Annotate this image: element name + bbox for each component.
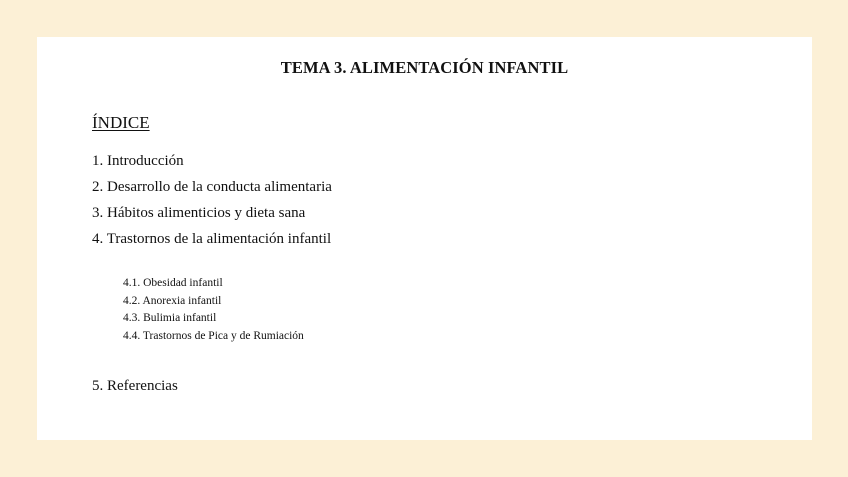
index-heading: ÍNDICE	[92, 113, 150, 132]
document-page	[37, 37, 812, 440]
index-item-referencias: 5. Referencias	[92, 378, 178, 394]
index-item-trastornos: 4. Trastornos de la alimentación infantil	[92, 231, 332, 247]
index-item-desarrollo: 2. Desarrollo de la conducta alimentaria	[92, 179, 332, 195]
index-subitem-pica-rumiacion: 4.4. Trastornos de Pica y de Rumiación	[123, 329, 304, 342]
index-item-habitos: 3. Hábitos alimenticios y dieta sana	[92, 205, 306, 221]
index-subitem-obesidad: 4.1. Obesidad infantil	[123, 277, 223, 289]
index-item-introduccion: 1. Introducción	[92, 153, 184, 169]
index-subitem-anorexia: 4.2. Anorexia infantil	[123, 294, 222, 307]
index-subitem-bulimia: 4.3. Bulimia infantil	[123, 312, 217, 324]
index-list	[92, 151, 332, 255]
document-title: TEMA 3. ALIMENTACIÓN INFANTIL	[280, 58, 569, 77]
index-sublist	[123, 275, 304, 345]
